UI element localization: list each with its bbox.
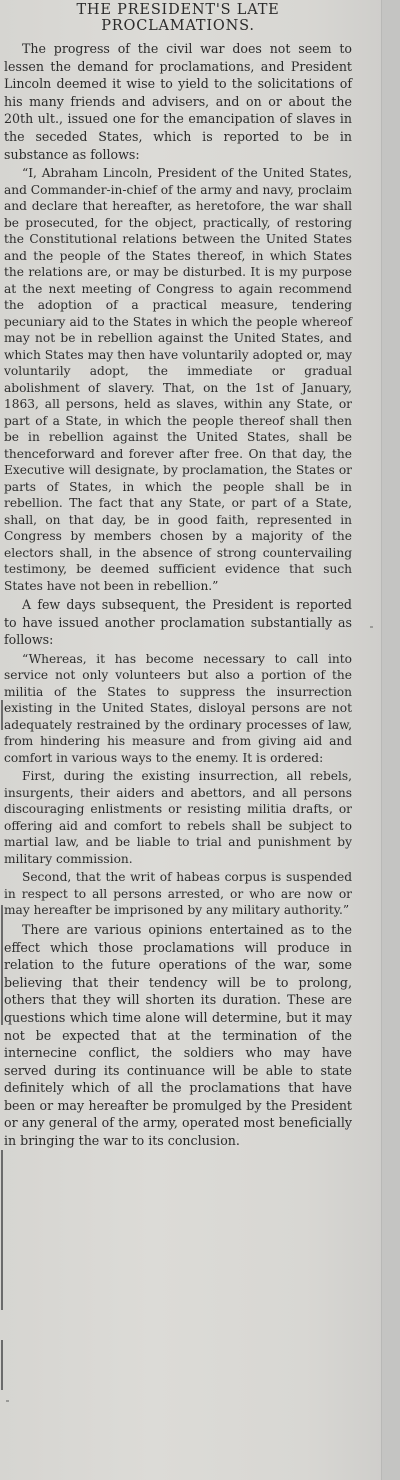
martial-law-quote-second: Second, that the writ of habeas corpus is suspended in respect to all persons arrested, or who are now or may hereafter be imprisoned by any military authority.” xyxy=(4,870,352,918)
emancipation-quote: “I, Abraham Lincoln, President of the United States, and Commander-in-chief of the army and navy, proclaim and declare that hereafter, as heretofore, the war shall be prosecuted, for the object, practically, of restoring the Constitutional relations between the United States and the people of the States thereof, in which States the relations are, or may be disturbed. It is my purpose at the next meeting of Congress to again recommend the adoption of a practical measure, tendering pecuniary aid to the States in which the people whereof may not be in rebellion against the United States, and which States may then have voluntarily adopted or, may voluntarily adopt, the immediate or gradual abolishment of slavery. That, on the 1st of January, 1863, all persons, held as slaves, within any State, or part of a State, in which the people thereof shall then be in rebellion against the United States, shall be thenceforward and forever after free. On that day, the Executive will designate, by proclamation, the States or parts of States, in which the people shall be in rebellion. The fact that any State, or part of a State, shall, on that day, be in good faith, represented in Congress by members chosen by a majority of the electors shall, in the absence of strong countervailing testimony, be deemed sufficient evidence that such States have not been in rebellion.” xyxy=(4,166,352,593)
martial-law-quote: “Whereas, it has become necessary to call into service not only volunteers but also a portion of the militia of the States to suppress the insurrection existing in the United States, disloyal persons are not adequately restrained by the ordinary processes of law, from hindering his measure and from giving aid and comfort in various ways to the enemy. It is ordered: xyxy=(4,651,352,765)
print-speck xyxy=(370,626,373,628)
article-paragraph: The progress of the civil war does not seem to lessen the demand for proclamations, and President Lincoln deemed it wise to yield to the solicitations of his many friends and advisers, and on or about the 20th ult., issued one for the emancipation of slaves in the seceded States, which is reported to be in substance as follows: xyxy=(4,41,352,162)
article-column xyxy=(4,2,352,1152)
column-rule xyxy=(1,905,3,1025)
page-margin-strip xyxy=(381,0,400,1480)
article-headline: THE PRESIDENT'S LATE PROCLAMATIONS. xyxy=(76,2,280,34)
column-rule xyxy=(1,700,3,730)
print-speck xyxy=(6,1400,9,1402)
column-rule xyxy=(1,1340,3,1390)
article-paragraph: There are various opinions entertained as to the effect which those proclamations will produce in relation to the future operations of the war, some believing that their tendency will be to prolong, others that they will shorten its duration. These are questions which time alone will determine, but it may not be expected that at the termination of the internecine conflict, the soldiers who may have served during its continuance will be able to state definitely which of all the proclamations that have been or may hereafter be promulged by the President or any general of the army, operated most beneficially in bringing the war to its conclusion. xyxy=(4,921,352,1149)
column-rule xyxy=(1,1150,3,1310)
article-paragraph: A few days subsequent, the President is reported to have issued another proclamation substantially as follows: xyxy=(4,597,352,648)
martial-law-quote-first: First, during the existing insurrection, all rebels, insurgents, their aiders and abettors, and all persons discouraging enlistments or resisting militia drafts, or offering aid and comfort to rebels shall be subject to martial law, and be liable to trial and punishment by military commission. xyxy=(4,769,352,866)
